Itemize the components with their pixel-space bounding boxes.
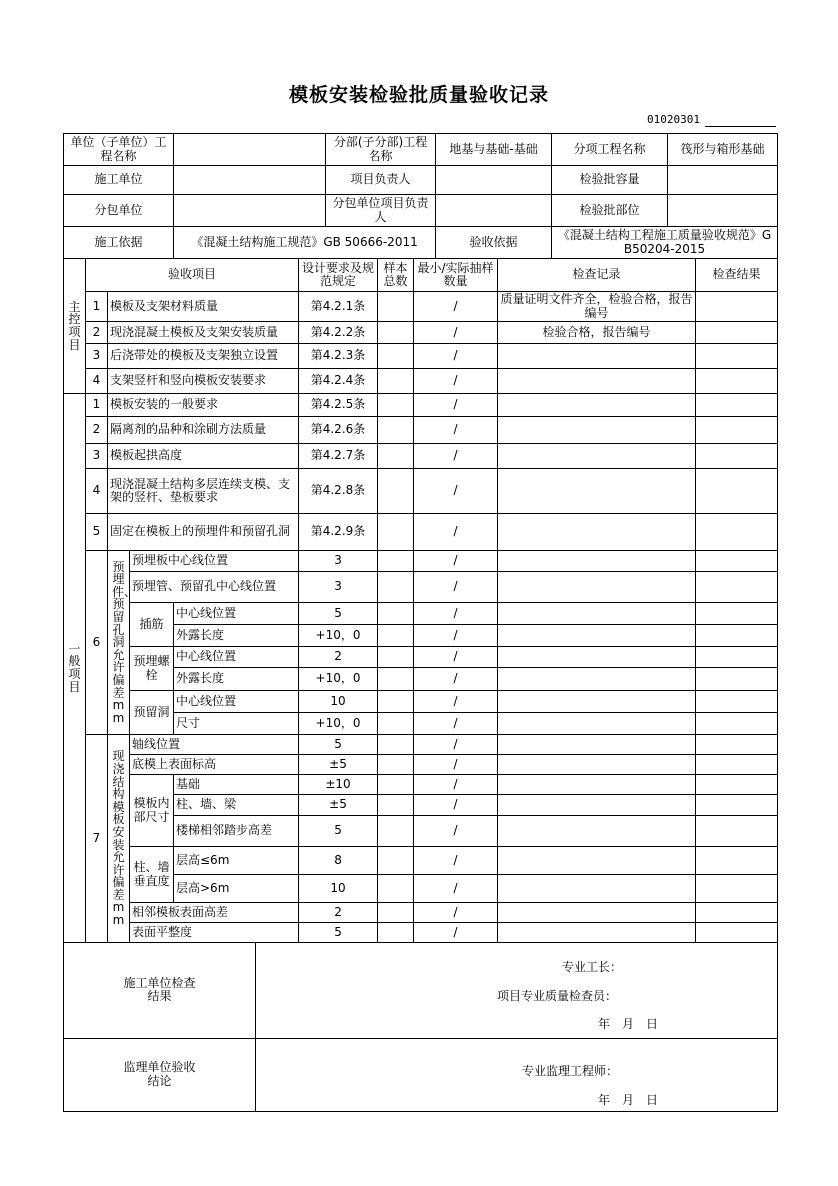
item-sample[interactable] [378, 795, 414, 816]
table-row [64, 322, 778, 344]
item-min[interactable]: / [414, 713, 498, 735]
item-result[interactable] [696, 775, 778, 795]
item-design: 第4.2.6条 [299, 417, 378, 444]
item-name: 楼梯相邻踏步高差 [174, 816, 299, 847]
item-result[interactable] [696, 444, 778, 469]
item-min[interactable]: / [414, 444, 498, 469]
table-row [64, 469, 778, 514]
item-name: 预埋管、预留孔中心线位置 [130, 572, 299, 603]
table-row [64, 369, 778, 394]
table-row [64, 551, 778, 572]
item-name: 基础 [174, 775, 299, 795]
item-min[interactable]: / [414, 923, 498, 943]
item-name: 层高≤6m [174, 847, 299, 875]
main-control-category: 主控项目 [64, 259, 86, 394]
item-sample[interactable] [378, 417, 414, 444]
item-result[interactable] [696, 292, 778, 322]
contractor-check-label: 施工单位检查结果 [64, 942, 256, 1038]
item-record[interactable] [498, 344, 696, 369]
item-design: 第4.2.2条 [299, 322, 378, 344]
item-name: 相邻模板表面高差 [130, 903, 299, 923]
item-name: 现浇混凝土结构多层连续支模、支架的竖杆、垫板要求 [108, 469, 299, 514]
item-name: 中心线位置 [174, 691, 299, 713]
engineer-label: 专业监理工程师： [522, 1063, 619, 1078]
sub-pm-value[interactable] [436, 195, 552, 227]
item-name: 中心线位置 [174, 647, 299, 668]
item-min[interactable]: / [414, 394, 498, 417]
group-label: 预埋件、预留孔洞允许偏差mm [108, 551, 130, 735]
item-sample[interactable] [378, 625, 414, 647]
location-label: 检验批部位 [552, 195, 668, 227]
item-design: ±10 [299, 775, 378, 795]
item-no: 4 [86, 369, 108, 394]
item-record[interactable] [498, 735, 696, 755]
item-design: 10 [299, 691, 378, 713]
item-result[interactable] [696, 735, 778, 755]
item-design: 5 [299, 735, 378, 755]
item-name: 模板安装的一般要求 [108, 394, 299, 417]
item-design: 5 [299, 923, 378, 943]
item-result[interactable] [696, 417, 778, 444]
item-min[interactable]: / [414, 775, 498, 795]
item-result[interactable] [696, 847, 778, 875]
subgroup-label: 模板内部尺寸 [130, 775, 174, 847]
item-min[interactable]: / [414, 691, 498, 713]
item-record[interactable] [498, 795, 696, 816]
item-min[interactable]: / [414, 572, 498, 603]
item-sample[interactable] [378, 668, 414, 691]
item-sample[interactable] [378, 755, 414, 775]
record-table [63, 133, 778, 394]
item-min[interactable]: / [414, 344, 498, 369]
division-value[interactable]: 地基与基础-基础 [436, 134, 552, 166]
supervisor-signature-area[interactable] [256, 1038, 778, 1111]
item-design: 第4.2.4条 [299, 369, 378, 394]
item-name: 模板起拱高度 [108, 444, 299, 469]
item-min[interactable]: / [414, 417, 498, 444]
item-name: 底模上表面标高 [130, 755, 299, 775]
item-name: 柱、墙、梁 [174, 795, 299, 816]
item-result[interactable] [696, 322, 778, 344]
item-record[interactable] [498, 469, 696, 514]
table-row [64, 394, 778, 417]
item-sample[interactable] [378, 647, 414, 668]
table-row [64, 691, 778, 713]
item-record[interactable]: 检验合格，报告编号 [498, 322, 696, 344]
item-result[interactable] [696, 551, 778, 572]
subgroup-label: 柱、墙垂直度 [130, 847, 174, 903]
item-result[interactable] [696, 691, 778, 713]
table-row [64, 344, 778, 369]
item-sample[interactable] [378, 923, 414, 943]
item-record[interactable] [498, 755, 696, 775]
item-record[interactable] [498, 603, 696, 625]
item-name: 轴线位置 [130, 735, 299, 755]
item-design: 第4.2.9条 [299, 514, 378, 551]
item-sample[interactable] [378, 691, 414, 713]
item-sample[interactable] [378, 875, 414, 903]
item-no: 1 [86, 292, 108, 322]
acceptance-value[interactable]: 《混凝土结构工程施工质量验收规范》GB50204-2015 [552, 227, 778, 259]
item-design: 3 [299, 551, 378, 572]
subgroup-label: 插筋 [130, 603, 174, 647]
item-record[interactable] [498, 444, 696, 469]
item-min[interactable]: / [414, 816, 498, 847]
item-result[interactable] [696, 713, 778, 735]
item-result[interactable] [696, 369, 778, 394]
table-row [64, 444, 778, 469]
item-sample[interactable] [378, 847, 414, 875]
item-name: 外露长度 [174, 668, 299, 691]
item-name: 层高>6m [174, 875, 299, 903]
item-no: 3 [86, 344, 108, 369]
item-min[interactable]: / [414, 795, 498, 816]
item-no: 6 [86, 551, 108, 735]
table-row [64, 755, 778, 775]
table-row [64, 847, 778, 875]
item-no: 1 [86, 394, 108, 417]
item-min[interactable]: / [414, 735, 498, 755]
item-design: ±5 [299, 795, 378, 816]
item-result[interactable] [696, 795, 778, 816]
item-result[interactable] [696, 668, 778, 691]
item-record[interactable] [498, 668, 696, 691]
item-result[interactable] [696, 816, 778, 847]
header-result: 检查结果 [696, 259, 778, 292]
header-record: 检查记录 [498, 259, 696, 292]
subcontractor-label: 分包单位 [64, 195, 174, 227]
pm-value[interactable] [436, 166, 552, 195]
item-record[interactable] [498, 394, 696, 417]
form-code: 01020301 [647, 113, 700, 126]
table-row [64, 647, 778, 668]
item-name: 中心线位置 [174, 603, 299, 625]
date-label-2: 年 月 日 [598, 1092, 659, 1107]
item-record[interactable] [498, 551, 696, 572]
sub-pm-label: 分包单位项目负责人 [326, 195, 436, 227]
item-min[interactable]: / [414, 625, 498, 647]
item-min[interactable]: / [414, 292, 498, 322]
date-label: 年 月 日 [598, 1017, 659, 1031]
item-design: +10，0 [299, 668, 378, 691]
header-min-actual: 最小/实际抽样数量 [414, 259, 498, 292]
item-name: 隔离剂的品种和涂刷方法质量 [108, 417, 299, 444]
inspector-label: 项目专业质量检查员： [497, 989, 618, 1003]
item-record[interactable] [498, 572, 696, 603]
item-result[interactable] [696, 514, 778, 551]
item-name: 表面平整度 [130, 923, 299, 943]
item-no: 3 [86, 444, 108, 469]
item-design: ±5 [299, 755, 378, 775]
item-result[interactable] [696, 755, 778, 775]
table-row [64, 417, 778, 444]
item-sample[interactable] [378, 344, 414, 369]
table-row [64, 292, 778, 322]
code-underline [705, 126, 776, 127]
signature-table [63, 942, 778, 1112]
item-sample[interactable] [378, 713, 414, 735]
item-design: 2 [299, 647, 378, 668]
item-record[interactable] [498, 625, 696, 647]
item-design: 第4.2.8条 [299, 469, 378, 514]
item-no: 2 [86, 417, 108, 444]
item-min[interactable]: / [414, 469, 498, 514]
general-table [63, 393, 778, 943]
item-design: 10 [299, 875, 378, 903]
page-title: 模板安装检验批质量验收记录 [288, 84, 549, 106]
table-row [64, 903, 778, 923]
table-row [64, 603, 778, 625]
item-min[interactable]: / [414, 847, 498, 875]
item-no: 4 [86, 469, 108, 514]
item-sample[interactable] [378, 572, 414, 603]
pm-label: 项目负责人 [326, 166, 436, 195]
unit-label: 单位（子单位）工程名称 [64, 134, 174, 166]
item-sample[interactable] [378, 322, 414, 344]
location-value[interactable] [668, 195, 778, 227]
item-name: 固定在模板上的预埋件和预留孔洞 [108, 514, 299, 551]
item-result[interactable] [696, 344, 778, 369]
acceptance-label: 验收依据 [436, 227, 552, 259]
header-sample: 样本总数 [378, 259, 414, 292]
table-row [64, 735, 778, 755]
item-no: 2 [86, 322, 108, 344]
item-name: 模板及支架材料质量 [108, 292, 299, 322]
item-result[interactable] [696, 572, 778, 603]
item-design: 5 [299, 603, 378, 625]
item-min[interactable]: / [414, 369, 498, 394]
item-record[interactable] [498, 691, 696, 713]
header-item: 验收项目 [86, 259, 299, 292]
item-design: 2 [299, 903, 378, 923]
subitem-label: 分项工程名称 [552, 134, 668, 166]
header-design: 设计要求及规范规定 [299, 259, 378, 292]
item-name: 预埋板中心线位置 [130, 551, 299, 572]
capacity-label: 检验批容量 [552, 166, 668, 195]
item-record[interactable] [498, 903, 696, 923]
contractor-label: 施工单位 [64, 166, 174, 195]
table-row [64, 775, 778, 795]
item-name: 支架竖杆和竖向模板安装要求 [108, 369, 299, 394]
contractor-value[interactable] [174, 166, 326, 195]
item-min[interactable]: / [414, 755, 498, 775]
subgroup-label: 预埋螺栓 [130, 647, 174, 691]
item-name: 现浇混凝土模板及支架安装质量 [108, 322, 299, 344]
general-category: 一般项目 [64, 394, 86, 943]
item-sample[interactable] [378, 735, 414, 755]
supervisor-label: 监理单位验收结论 [64, 1038, 256, 1111]
item-design: 第4.2.1条 [299, 292, 378, 322]
item-record[interactable] [498, 923, 696, 943]
item-result[interactable] [696, 394, 778, 417]
item-min[interactable]: / [414, 903, 498, 923]
item-design: 第4.2.5条 [299, 394, 378, 417]
item-name: 尺寸 [174, 713, 299, 735]
item-record[interactable]: 质量证明文件齐全，检验合格，报告编号 [498, 292, 696, 322]
item-min[interactable]: / [414, 668, 498, 691]
item-record[interactable] [498, 775, 696, 795]
item-record[interactable] [498, 713, 696, 735]
item-record[interactable] [498, 847, 696, 875]
item-result[interactable] [696, 603, 778, 625]
subcontractor-value[interactable] [174, 195, 326, 227]
item-sample[interactable] [378, 292, 414, 322]
item-min[interactable]: / [414, 603, 498, 625]
item-record[interactable] [498, 417, 696, 444]
table-row [64, 514, 778, 551]
capacity-value[interactable] [668, 166, 778, 195]
item-record[interactable] [498, 514, 696, 551]
item-design: 5 [299, 816, 378, 847]
item-record[interactable] [498, 816, 696, 847]
item-design: 3 [299, 572, 378, 603]
item-sample[interactable] [378, 816, 414, 847]
item-sample[interactable] [378, 394, 414, 417]
table-row [64, 572, 778, 603]
item-sample[interactable] [378, 775, 414, 795]
division-label: 分部(子分部)工程名称 [326, 134, 436, 166]
item-result[interactable] [696, 903, 778, 923]
item-min[interactable]: / [414, 875, 498, 903]
item-sample[interactable] [378, 444, 414, 469]
item-result[interactable] [696, 647, 778, 668]
item-design: 8 [299, 847, 378, 875]
item-result[interactable] [696, 469, 778, 514]
item-sample[interactable] [378, 469, 414, 514]
item-min[interactable]: / [414, 551, 498, 572]
item-no: 5 [86, 514, 108, 551]
item-sample[interactable] [378, 514, 414, 551]
contractor-signature-area[interactable] [256, 942, 778, 1038]
group-label: 现浇结构模板安装允许偏差mm [108, 735, 130, 943]
item-sample[interactable] [378, 369, 414, 394]
item-design: 第4.2.3条 [299, 344, 378, 369]
item-record[interactable] [498, 369, 696, 394]
item-sample[interactable] [378, 603, 414, 625]
table-row [64, 923, 778, 943]
unit-value[interactable] [174, 134, 326, 166]
item-min[interactable]: / [414, 647, 498, 668]
item-record[interactable] [498, 875, 696, 903]
basis-value[interactable]: 《混凝土结构施工规范》GB 50666-2011 [174, 227, 436, 259]
basis-label: 施工依据 [64, 227, 174, 259]
item-sample[interactable] [378, 551, 414, 572]
item-sample[interactable] [378, 903, 414, 923]
item-min[interactable]: / [414, 322, 498, 344]
item-result[interactable] [696, 625, 778, 647]
item-name: 外露长度 [174, 625, 299, 647]
item-design: +10，0 [299, 713, 378, 735]
item-design: 第4.2.7条 [299, 444, 378, 469]
item-no: 7 [86, 735, 108, 943]
item-design: +10，0 [299, 625, 378, 647]
item-name: 后浇带处的模板及支架独立设置 [108, 344, 299, 369]
subgroup-label: 预留洞 [130, 691, 174, 735]
subitem-value[interactable]: 筏形与箱形基础 [668, 134, 778, 166]
item-record[interactable] [498, 647, 696, 668]
foreman-label: 专业工长： [562, 960, 623, 974]
item-result[interactable] [696, 923, 778, 943]
item-result[interactable] [696, 875, 778, 903]
item-min[interactable]: / [414, 514, 498, 551]
